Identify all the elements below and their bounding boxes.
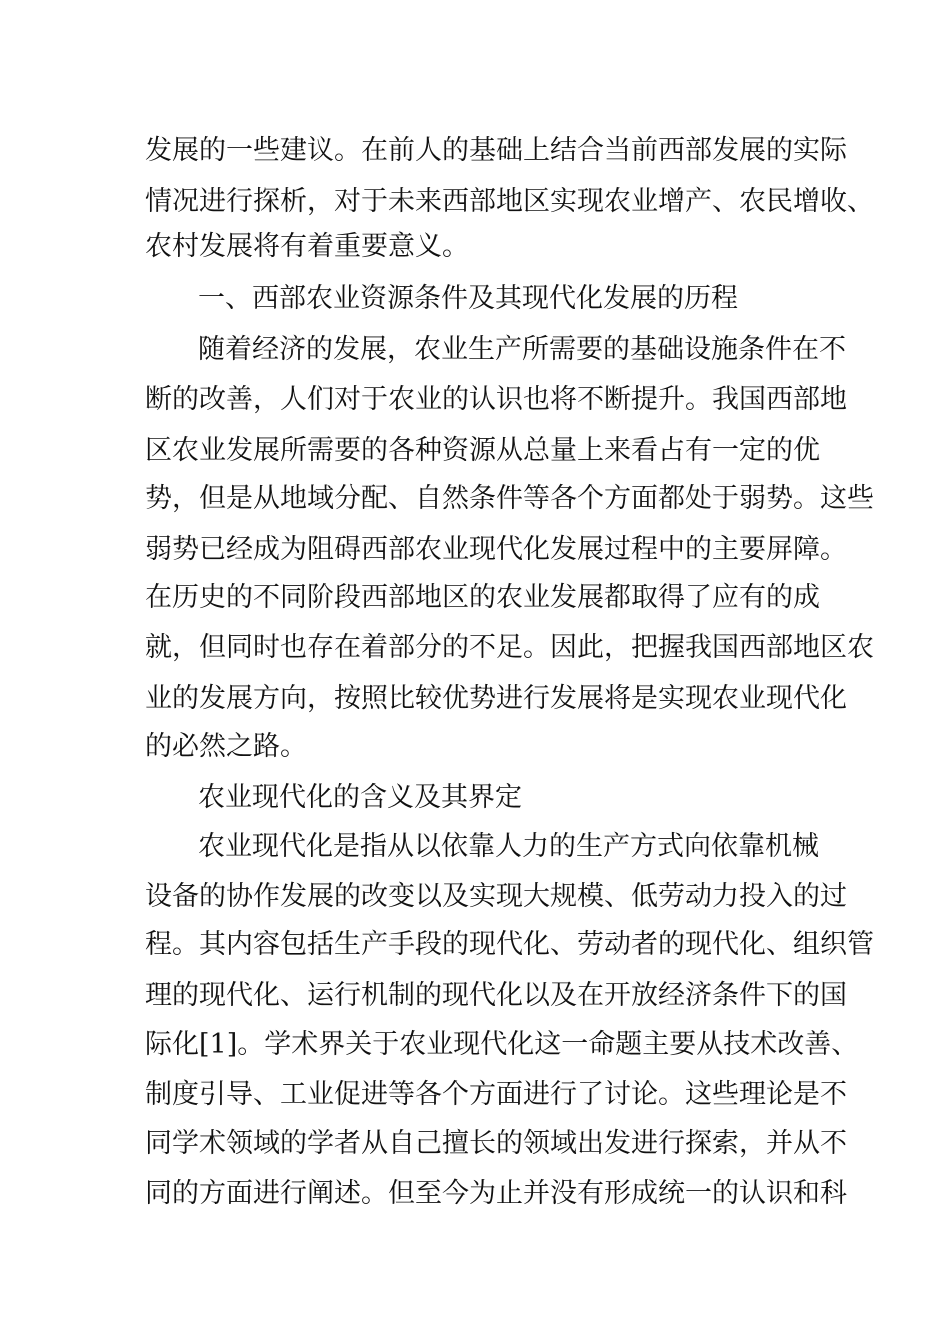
text-line: 随着经济的发展，农业生产所需要的基础设施条件在不	[198, 334, 846, 365]
text-line: 弱势已经成为阻碍西部农业现代化发展过程中的主要屏障。	[145, 534, 847, 565]
text-line: 发展的一些建议。在前人的基础上结合当前西部发展的实际	[145, 135, 847, 166]
text-line: 同的方面进行阐述。但至今为止并没有形成统一的认识和科	[145, 1178, 847, 1209]
text-line: 设备的协作发展的改变以及实现大规模、低劳动力投入的过	[145, 881, 847, 912]
text-line: 同学术领域的学者从自己擅长的领域出发进行探索，并从不	[145, 1128, 847, 1159]
subsection-heading: 农业现代化的含义及其界定	[198, 782, 522, 813]
text-line: 理的现代化、运行机制的现代化以及在开放经济条件下的国	[145, 980, 847, 1011]
text-line: 程。其内容包括生产手段的现代化、劳动者的现代化、组织管	[145, 929, 874, 960]
text-line: 制度引导、工业促进等各个方面进行了讨论。这些理论是不	[145, 1079, 847, 1110]
text-line: 情况进行探析，对于未来西部地区实现农业增产、农民增收、	[145, 186, 874, 217]
text-line: 的必然之路。	[145, 731, 307, 762]
text-line: 就，但同时也存在着部分的不足。因此，把握我国西部地区农	[145, 632, 874, 663]
text-line: 业的发展方向，按照比较优势进行发展将是实现农业现代化	[145, 683, 847, 714]
text-line: 农村发展将有着重要意义。	[145, 231, 469, 262]
section-heading: 一、西部农业资源条件及其现代化发展的历程	[198, 283, 738, 314]
text-line: 际化[1]。学术界关于农业现代化这一命题主要从技术改善、	[145, 1029, 859, 1060]
text-line: 区农业发展所需要的各种资源从总量上来看占有一定的优	[145, 435, 820, 466]
text-line: 断的改善，人们对于农业的认识也将不断提升。我国西部地	[145, 384, 847, 415]
text-line: 农业现代化是指从以依靠人力的生产方式向依靠机械	[198, 831, 819, 862]
text-line: 在历史的不同阶段西部地区的农业发展都取得了应有的成	[145, 582, 820, 613]
text-line: 势，但是从地域分配、自然条件等各个方面都处于弱势。这些	[145, 483, 874, 514]
